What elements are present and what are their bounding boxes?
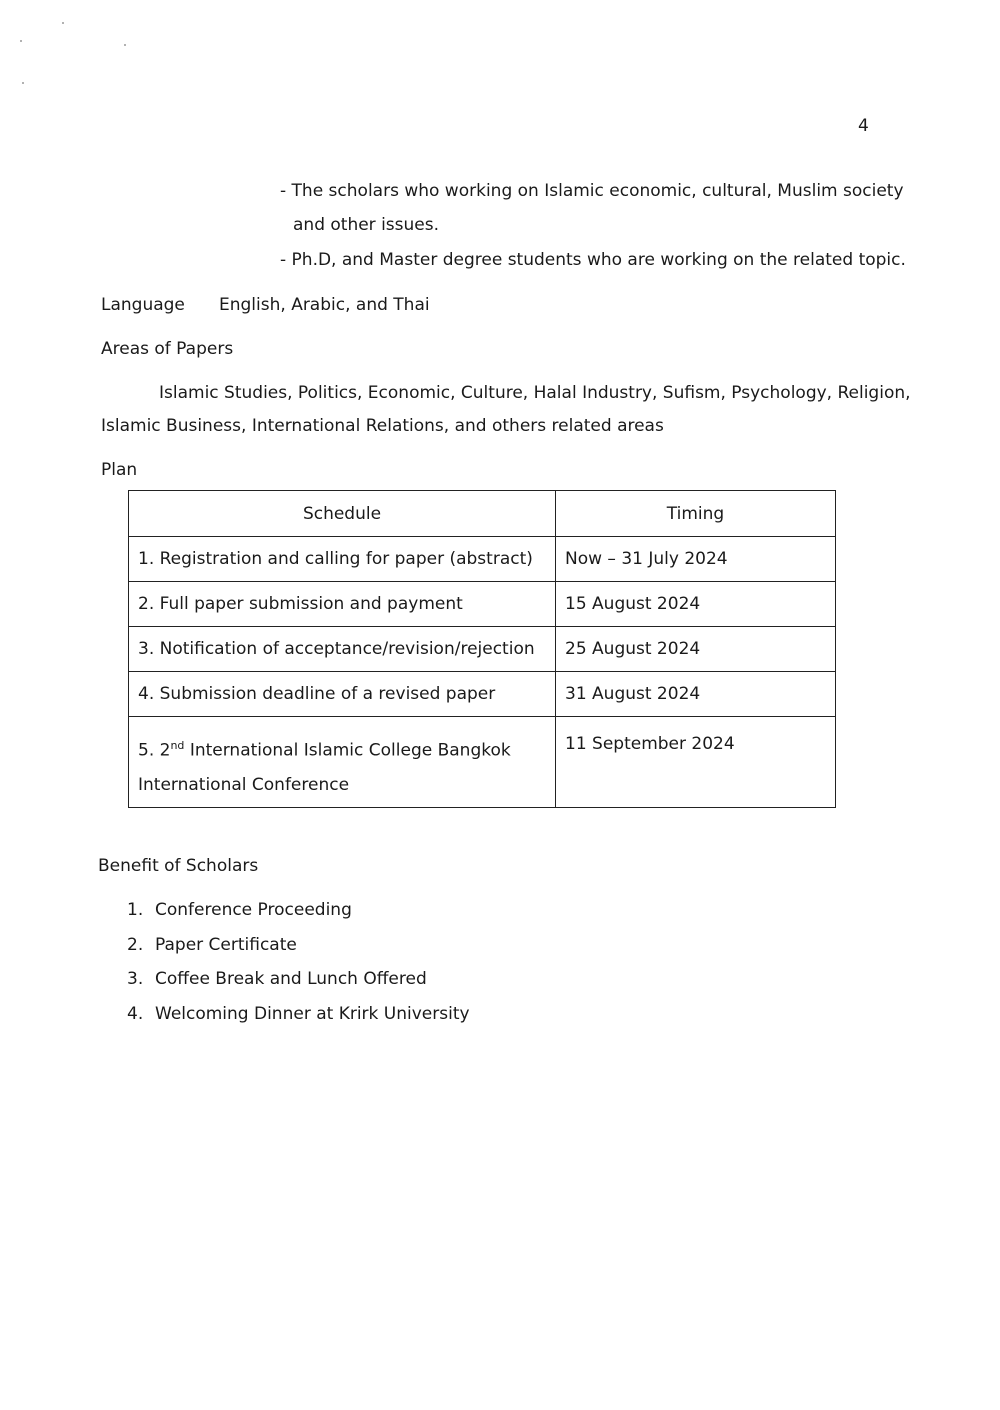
plan-table xyxy=(128,490,836,808)
table-row xyxy=(129,717,836,808)
bullet-scholars-line1: - The scholars who working on Islamic economic, cultural, Muslim society xyxy=(280,181,904,201)
ordinal-suffix: nd xyxy=(170,739,185,752)
table-header-row xyxy=(129,491,836,537)
table-row xyxy=(129,537,836,582)
list-item xyxy=(127,934,297,956)
schedule-cell: 4. Submission deadline of a revised paper xyxy=(129,672,556,717)
list-number: 3. xyxy=(127,969,144,989)
list-text: Conference Proceeding xyxy=(155,900,352,920)
schedule-rest: International Islamic College Bangkok xyxy=(184,740,511,761)
areas-line2: Islamic Business, International Relations, and others related areas xyxy=(101,416,664,436)
schedule-cell: 1. Registration and calling for paper (abstract) xyxy=(129,537,556,582)
timing-cell: 25 August 2024 xyxy=(556,627,836,672)
schedule-cell: 2. Full paper submission and payment xyxy=(129,582,556,627)
column-header-timing: Timing xyxy=(556,491,836,537)
schedule-prefix: 5. 2 xyxy=(138,740,171,761)
scan-speck xyxy=(20,40,22,42)
scan-speck xyxy=(62,22,64,24)
benefits-heading: Benefit of Scholars xyxy=(98,856,259,876)
list-number: 4. xyxy=(127,1004,144,1024)
areas-line1: Islamic Studies, Politics, Economic, Culture, Halal Industry, Sufism, Psychology, Religion, xyxy=(159,383,911,403)
list-text: Paper Certificate xyxy=(155,935,297,955)
bullet-scholars-line2: and other issues. xyxy=(293,215,440,235)
list-item xyxy=(127,899,352,921)
timing-cell: 11 September 2024 xyxy=(556,717,836,808)
table-row xyxy=(129,672,836,717)
list-item xyxy=(127,1003,470,1025)
schedule-cell xyxy=(129,717,556,808)
scan-speck xyxy=(124,44,126,46)
list-number: 2. xyxy=(127,935,144,955)
bullet-students: - Ph.D, and Master degree students who are working on the related topic. xyxy=(280,250,906,270)
list-number: 1. xyxy=(127,900,144,920)
plan-heading: Plan xyxy=(101,460,138,480)
areas-heading: Areas of Papers xyxy=(101,339,234,359)
list-item xyxy=(127,968,427,990)
scan-speck xyxy=(22,82,24,84)
list-text: Coffee Break and Lunch Offered xyxy=(155,969,427,989)
timing-cell: Now – 31 July 2024 xyxy=(556,537,836,582)
timing-cell: 31 August 2024 xyxy=(556,672,836,717)
schedule-cell: 3. Notification of acceptance/revision/rejection xyxy=(129,627,556,672)
table-row xyxy=(129,627,836,672)
language-label: Language xyxy=(101,295,185,315)
timing-cell: 15 August 2024 xyxy=(556,582,836,627)
schedule-line2: International Conference xyxy=(138,774,350,795)
table-row xyxy=(129,582,836,627)
language-value: English, Arabic, and Thai xyxy=(219,295,430,315)
list-text: Welcoming Dinner at Krirk University xyxy=(155,1004,470,1024)
column-header-schedule: Schedule xyxy=(129,491,556,537)
page-number: 4 xyxy=(858,116,869,136)
